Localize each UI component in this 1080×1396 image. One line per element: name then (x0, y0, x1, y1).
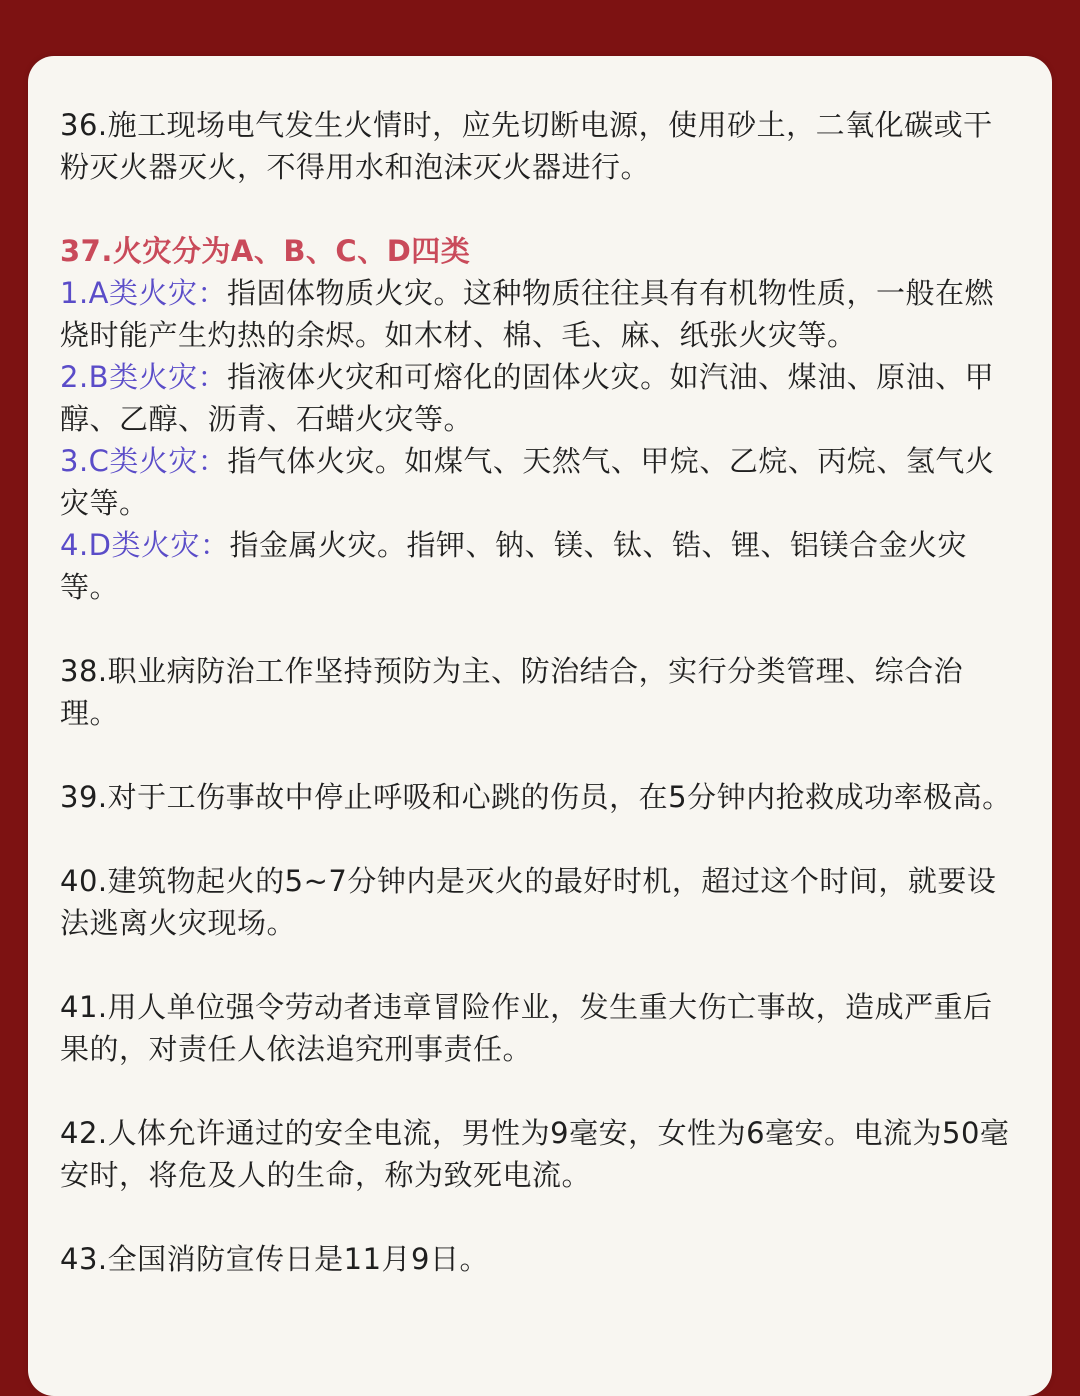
fire-class-b (60, 356, 1020, 440)
fire-class-label: 1.A类火灾： (60, 276, 228, 310)
section-title: 37.火灾分为A、B、C、D四类 (60, 234, 471, 268)
fire-class-text: 指固体物质火灾。这种物质往往具有有机物性质，一般在燃烧时能产生灼热的余烬。如木材、棉、毛、麻、纸张火灾等。 (60, 276, 995, 352)
item-40 (60, 860, 1020, 944)
fire-class-label: 2.B类火灾： (60, 360, 228, 394)
item-text: 41.用人单位强令劳动者违章冒险作业，发生重大伤亡事故，造成严重后果的，对责任人依法追究刑事责任。 (60, 990, 993, 1066)
item-39 (60, 776, 1020, 818)
fire-class-a (60, 272, 1020, 356)
item-text: 38.职业病防治工作坚持预防为主、防治结合，实行分类管理、综合治理。 (60, 654, 964, 730)
item-38 (60, 650, 1020, 734)
document-content (60, 104, 1020, 1280)
fire-class-text: 指气体火灾。如煤气、天然气、甲烷、乙烷、丙烷、氢气火灾等。 (60, 444, 995, 520)
fire-class-d (60, 524, 1020, 608)
item-text: 40.建筑物起火的5~7分钟内是灭火的最好时机，超过这个时间，就要设法逃离火灾现场。 (60, 864, 997, 940)
item-text: 42.人体允许通过的安全电流，男性为9毫安，女性为6毫安。电流为50毫安时，将危及人的生命，称为致死电流。 (60, 1116, 1010, 1192)
item-text: 43.全国消防宣传日是11月9日。 (60, 1242, 489, 1276)
item-37 (60, 230, 1020, 608)
item-36 (60, 104, 1020, 188)
fire-class-c (60, 440, 1020, 524)
fire-class-label: 3.C类火灾： (60, 444, 228, 478)
item-text: 36.施工现场电气发生火情时，应先切断电源，使用砂土，二氧化碳或干粉灭火器灭火，不得用水和泡沫灭火器进行。 (60, 108, 993, 184)
item-43 (60, 1238, 1020, 1280)
fire-class-label: 4.D类火灾： (60, 528, 230, 562)
fire-class-text: 指金属火灾。指钾、钠、镁、钛、锆、锂、铝镁合金火灾等。 (60, 528, 968, 604)
fire-class-text: 指液体火灾和可熔化的固体火灾。如汽油、煤油、原油、甲醇、乙醇、沥青、石蜡火灾等。 (60, 360, 995, 436)
item-text: 39.对于工伤事故中停止呼吸和心跳的伤员，在5分钟内抢救成功率极高。 (60, 780, 1012, 814)
item-41 (60, 986, 1020, 1070)
item-42 (60, 1112, 1020, 1196)
